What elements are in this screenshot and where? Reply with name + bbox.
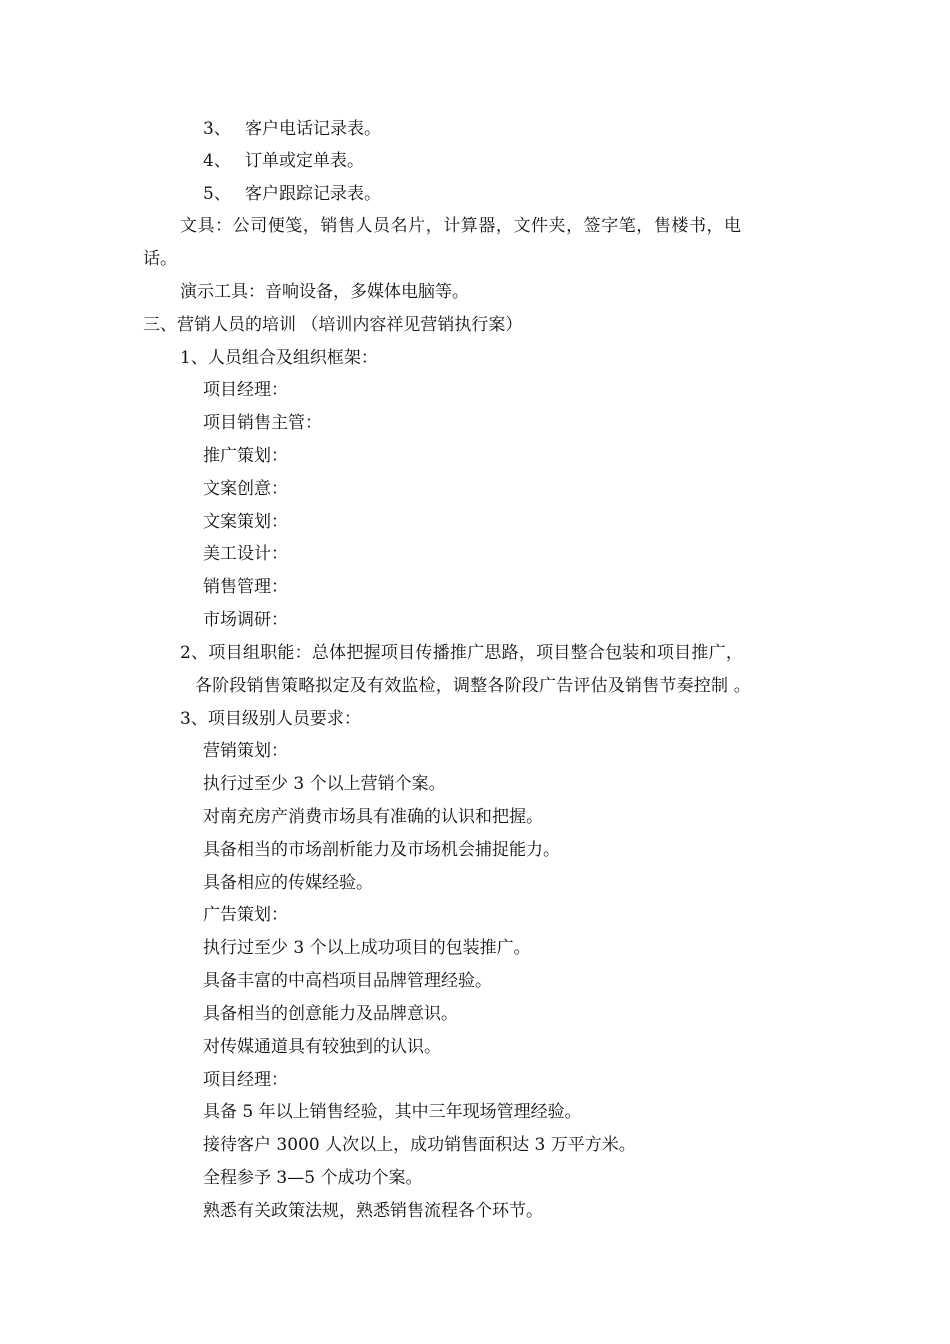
requirement-group-title: 项目经理：	[203, 1070, 288, 1090]
requirement-item: 接待客户 3000 人次以上，成功销售面积达 3 万平方米。	[203, 1135, 636, 1155]
requirement-item: 具备 5 年以上销售经验，其中三年现场管理经验。	[203, 1102, 582, 1122]
requirement-item: 具备丰富的中高档项目品牌管理经验。	[203, 971, 492, 991]
stationery-line-cont: 话。	[143, 249, 177, 269]
requirement-item: 对传媒通道具有较独到的认识。	[203, 1037, 441, 1057]
list-number: 3、	[203, 119, 231, 139]
list-text: 客户跟踪记录表。	[245, 184, 381, 204]
requirement-item: 执行过至少 3 个以上营销个案。	[203, 774, 446, 794]
requirement-item: 具备相当的市场剖析能力及市场机会捕捉能力。	[203, 840, 560, 860]
list-number: 4、	[203, 151, 231, 171]
role-item: 美工设计：	[203, 544, 288, 564]
list-text: 订单或定单表。	[245, 151, 364, 171]
list-text: 客户电话记录表。	[245, 119, 381, 139]
requirement-item: 全程参予 3—5 个成功个案。	[203, 1168, 423, 1188]
stationery-line: 文具：公司便笺，销售人员名片，计算器，文件夹，签字笔，售楼书，电	[180, 216, 742, 236]
requirement-item: 具备相应的传媒经验。	[203, 873, 373, 893]
role-item: 文案策划：	[203, 512, 288, 532]
role-item: 推广策划：	[203, 446, 288, 466]
requirement-item: 熟悉有关政策法规，熟悉销售流程各个环节。	[203, 1201, 543, 1221]
subheading-1: 1、人员组合及组织框架：	[180, 348, 378, 368]
demo-tools-line: 演示工具：音响设备，多媒体电脑等。	[180, 282, 469, 302]
role-item: 市场调研：	[203, 610, 288, 630]
requirement-group-title: 广告策划：	[203, 905, 288, 925]
subheading-2: 2、项目组职能：总体把握项目传播推广思路，项目整合包装和项目推广，	[180, 643, 744, 663]
requirement-item: 执行过至少 3 个以上成功项目的包装推广。	[203, 938, 531, 958]
list-number: 5、	[203, 184, 231, 204]
subheading-2-cont: 各阶段销售策略拟定及有效监检，调整各阶段广告评估及销售节奏控制 。	[195, 676, 752, 696]
requirement-item: 对南充房产消费市场具有准确的认识和把握。	[203, 807, 543, 827]
section-heading: 三、营销人员的培训 （培训内容祥见营销执行案）	[143, 315, 523, 335]
requirement-item: 具备相当的创意能力及品牌意识。	[203, 1004, 458, 1024]
list-item-5	[203, 183, 381, 205]
role-item: 文案创意：	[203, 479, 288, 499]
role-item: 项目经理：	[203, 380, 288, 400]
list-item-3	[203, 118, 381, 140]
list-item-4	[203, 150, 364, 172]
role-item: 项目销售主管：	[203, 413, 322, 433]
role-item: 销售管理：	[203, 577, 288, 597]
subheading-3: 3、项目级别人员要求：	[180, 709, 361, 729]
requirement-group-title: 营销策划：	[203, 741, 288, 761]
